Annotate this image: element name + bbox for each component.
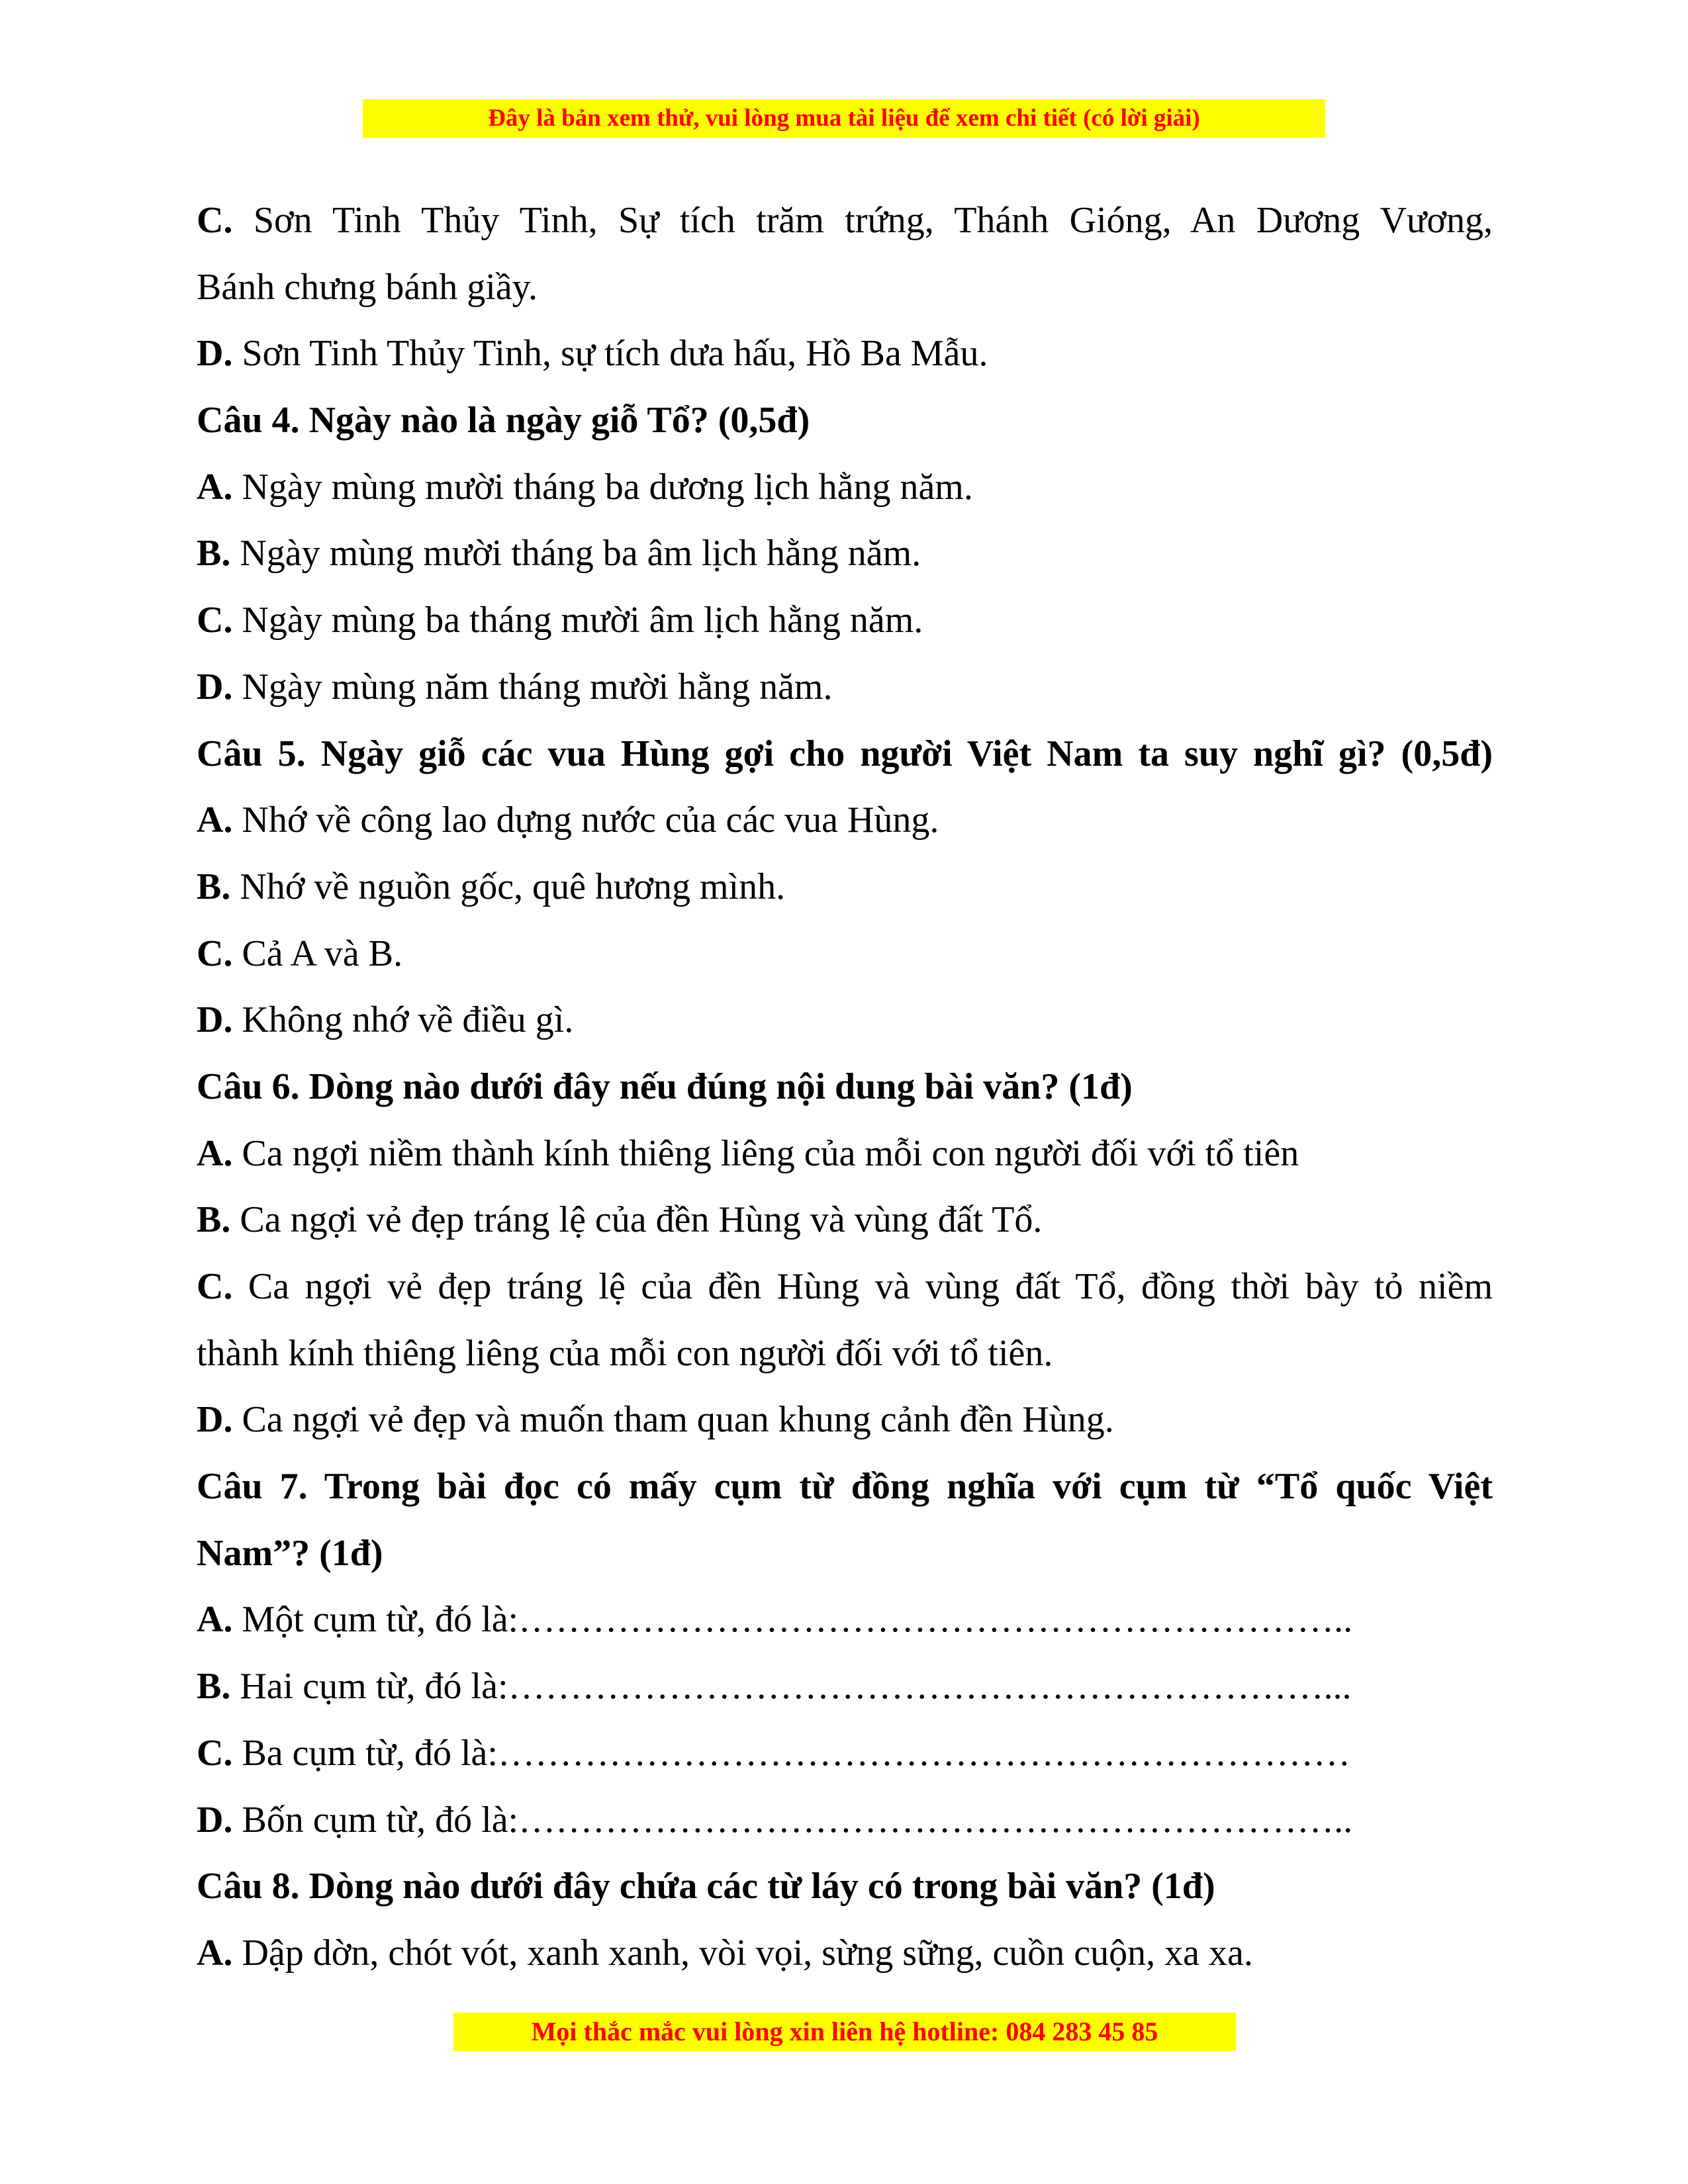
option-letter: D. [197, 666, 233, 707]
q4-heading [197, 387, 1493, 454]
option-letter: B. [197, 1199, 231, 1241]
option-text: Ca ngợi vẻ đẹp và muốn tham quan khung cảnh đền Hùng. [232, 1399, 1114, 1441]
q6-option-a [197, 1120, 1493, 1187]
q6-option-b [197, 1187, 1493, 1253]
option-letter: D. [197, 333, 233, 375]
option-text: Một cụm từ, đó là:………………………………………………………….. [232, 1599, 1353, 1641]
option-text: Bánh chưng bánh giầy. [197, 266, 538, 308]
option-text: Không nhớ về điều gì. [232, 999, 574, 1041]
q4-option-b [197, 520, 1493, 587]
q5-option-c [197, 921, 1493, 987]
option-text: Ngày mùng mười tháng ba âm lịch hằng năm. [230, 533, 921, 574]
q3-option-d [197, 320, 1493, 387]
q6-option-c-line-1 [197, 1253, 1493, 1320]
preview-banner: Đây là bản xem thử, vui lòng mua tài liệu để xem chi tiết (có lời giải) [363, 99, 1325, 138]
option-text: Ngày mùng năm tháng mười hằng năm. [232, 666, 833, 707]
option-letter: A. [197, 1132, 233, 1174]
option-letter: C. [197, 600, 233, 641]
option-letter: A. [197, 1932, 233, 1974]
option-text: Sơn Tinh Thủy Tinh, Sự tích trăm trứng, Thánh Gióng, An Dương Vương, [232, 200, 1493, 241]
q5-option-d [197, 987, 1493, 1054]
question-title: Câu 6. Dòng nào dưới đây nếu đúng nội dung bài văn? (1đ) [197, 1066, 1133, 1107]
q6-option-d [197, 1387, 1493, 1453]
option-letter: D. [197, 1799, 233, 1841]
option-text: Sơn Tinh Thủy Tinh, sự tích dưa hấu, Hồ Ba Mẫu. [232, 333, 988, 375]
q7-option-b-dotted [197, 1653, 1493, 1720]
q8-option-a [197, 1920, 1493, 1987]
q6-option-c-line-2 [197, 1320, 1493, 1387]
q7-option-d-dotted [197, 1787, 1493, 1854]
option-text: Nhớ về nguồn gốc, quê hương mình. [230, 866, 786, 907]
document-body [197, 187, 1493, 1987]
q7-heading-line-2 [197, 1520, 1493, 1587]
option-text: Dập dờn, chót vót, xanh xanh, vòi vọi, sừng sững, cuồn cuộn, xa xa. [232, 1932, 1253, 1974]
q8-heading [197, 1853, 1493, 1920]
question-title: Nam”? (1đ) [197, 1532, 383, 1574]
option-letter: A. [197, 799, 233, 841]
q4-option-a [197, 454, 1493, 521]
q7-option-c-dotted [197, 1720, 1493, 1787]
option-letter: C. [197, 933, 233, 974]
q5-option-b [197, 854, 1493, 921]
question-title: Câu 7. Trong bài đọc có mấy cụm từ đồng nghĩa với cụm từ “Tổ quốc Việt [197, 1466, 1493, 1508]
option-letter: C. [197, 1732, 233, 1774]
q3-option-c-line-1 [197, 187, 1493, 254]
option-letter: B. [197, 1666, 231, 1707]
q5-option-a [197, 787, 1493, 854]
option-text: Nhớ về công lao dựng nước của các vua Hùng. [232, 799, 939, 841]
option-text: Ca ngợi vẻ đẹp tráng lệ của đền Hùng và vùng đất Tổ, đồng thời bày tỏ niềm [232, 1266, 1493, 1307]
option-letter: A. [197, 1599, 233, 1641]
question-title: Câu 5. Ngày giỗ các vua Hùng gợi cho người Việt Nam ta suy nghĩ gì? (0,5đ) [197, 733, 1493, 774]
q4-option-d [197, 654, 1493, 721]
q7-heading-line-1 [197, 1453, 1493, 1520]
option-letter: D. [197, 999, 233, 1041]
option-text: Bốn cụm từ, đó là:………………………………………………………….. [232, 1799, 1353, 1841]
option-text: thành kính thiêng liêng của mỗi con người đối với tổ tiên. [197, 1332, 1053, 1374]
option-text: Cả A và B. [232, 933, 403, 974]
hotline-banner: Mọi thắc mắc vui lòng xin liên hệ hotline: 084 283 45 85 [453, 2013, 1236, 2051]
option-text: Ngày mùng ba tháng mười âm lịch hằng năm. [232, 600, 923, 641]
option-text: Ngày mùng mười tháng ba dương lịch hằng năm. [232, 466, 973, 508]
option-text: Ca ngợi vẻ đẹp tráng lệ của đền Hùng và vùng đất Tổ. [230, 1199, 1043, 1241]
question-title: Câu 4. Ngày nào là ngày giỗ Tổ? (0,5đ) [197, 400, 810, 441]
q3-option-c-line-2 [197, 254, 1493, 321]
option-text: Hai cụm từ, đó là:…………………………………………………………... [230, 1666, 1352, 1707]
q4-option-c [197, 587, 1493, 654]
option-letter: C. [197, 1266, 233, 1307]
option-letter: C. [197, 200, 233, 241]
q6-heading [197, 1054, 1493, 1120]
question-title: Câu 8. Dòng nào dưới đây chứa các từ láy có trong bài văn? (1đ) [197, 1866, 1215, 1907]
option-letter: A. [197, 466, 233, 508]
option-letter: D. [197, 1399, 233, 1441]
q7-option-a-dotted [197, 1586, 1493, 1653]
option-text: Ca ngợi niềm thành kính thiêng liêng của mỗi con người đối với tổ tiên [232, 1132, 1299, 1174]
option-letter: B. [197, 533, 231, 574]
option-letter: B. [197, 866, 231, 907]
q5-heading [197, 721, 1493, 788]
option-text: Ba cụm từ, đó là:…………………………………………………………… [232, 1732, 1350, 1774]
